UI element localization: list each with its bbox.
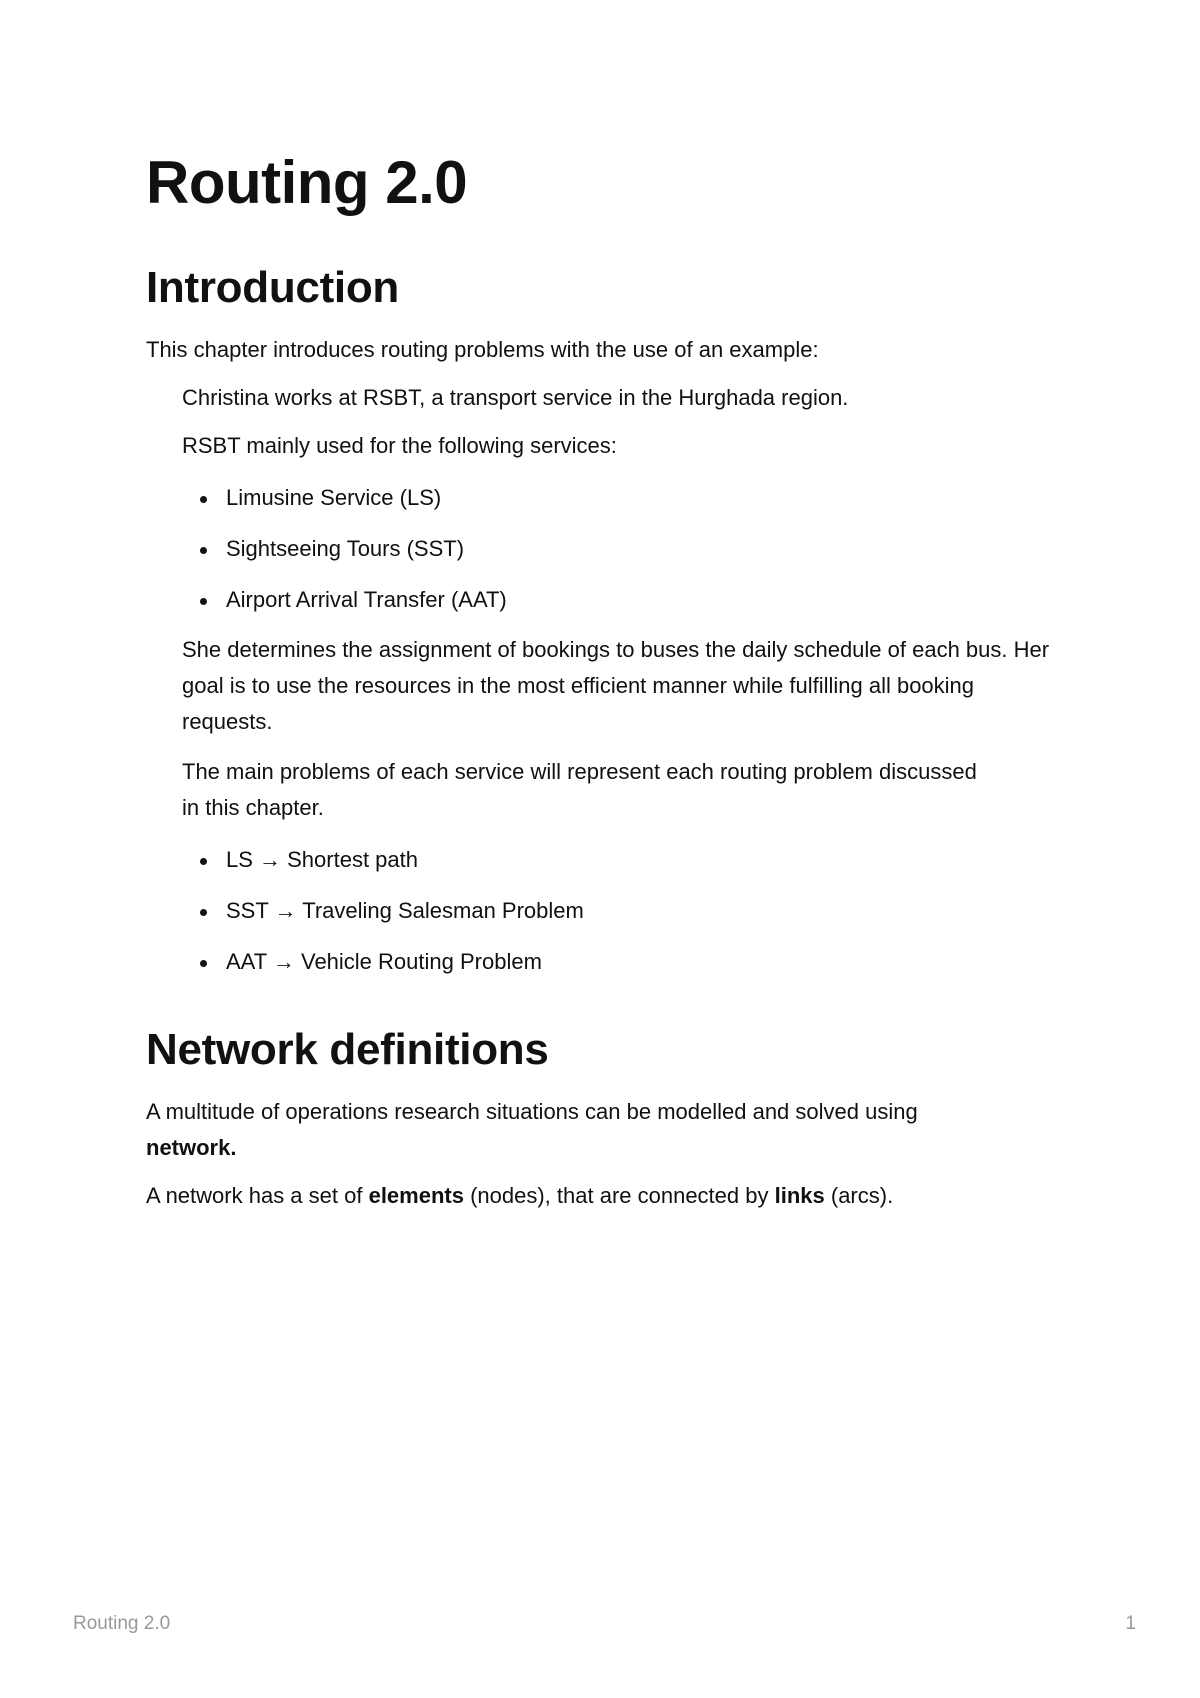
bullet-icon	[200, 598, 207, 605]
bullet-icon	[200, 496, 207, 503]
bullet-icon	[200, 858, 207, 865]
document-title: Routing 2.0	[146, 149, 468, 216]
mapping-paragraph: The main problems of each service will represent each routing problem discussed in this chapter.	[182, 759, 977, 820]
section-heading-network-definitions: Network definitions	[146, 1025, 549, 1074]
bullet-icon	[200, 909, 207, 916]
bullet-icon	[200, 547, 207, 554]
section-heading-introduction: Introduction	[146, 263, 400, 312]
mapping-list	[226, 842, 584, 995]
network-paragraph-2: A network has a set of elements (nodes), that are connected by links (arcs).	[146, 1183, 894, 1208]
intro-lead-paragraph: This chapter introduces routing problems with the use of an example:	[146, 337, 819, 362]
list-item: Airport Arrival Transfer (AAT)	[226, 582, 507, 633]
services-list	[226, 480, 507, 633]
example-paragraph-1: Christina works at RSBT, a transport service in the Hurghada region.	[182, 385, 849, 410]
list-item: SST → Traveling Salesman Problem	[226, 893, 584, 944]
network-paragraph-1: A multitude of operations research situations can be modelled and solved using network.	[146, 1099, 918, 1160]
list-item: AAT → Vehicle Routing Problem	[226, 944, 584, 995]
bullet-icon	[200, 960, 207, 967]
example-paragraph-2: RSBT mainly used for the following services:	[182, 433, 617, 458]
goal-paragraph: She determines the assignment of bookings to buses the daily schedule of each bus. Her goal is to use the resources in the most efficient manner while fulfilling all booking requests.	[182, 637, 1050, 734]
list-item: LS → Shortest path	[226, 842, 584, 893]
footer-title: Routing 2.0	[73, 1613, 171, 1634]
list-item: Sightseeing Tours (SST)	[226, 531, 507, 582]
list-item: Limusine Service (LS)	[226, 480, 507, 531]
footer-page-number: 1	[1125, 1613, 1136, 1634]
